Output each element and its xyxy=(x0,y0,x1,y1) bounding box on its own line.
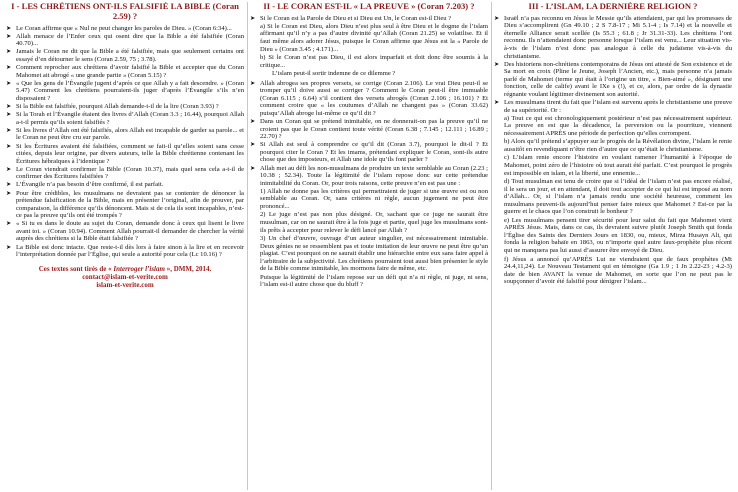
lettered-point: f) Jésus a annoncé qu’APRÈS Lui ne viendraient que de faux prophètes (Mt 24.4,11,24). Le Nouveau Testament qui en témoigne (Ga 1.9 ; 1 Jn 2.22-23 ; 4.2-3) date de bien AVANT la venue de Mahomet, en sorte que l’on ne peut pas le soupçonner d’avoir été falsifié pour dénigrer l’islam... xyxy=(504,255,732,286)
list-item: ➤ Comment reprocher aux chrétiens d’avoir falsifié la Bible et accepter que du Coran Mahomet ait abrogé « une grande partie » (Coran 5.15) ? xyxy=(6,64,244,79)
closing-question: Puisque la légitimité de l’islam repose sur un défi qui n’a ni règle, ni juge, ni sens, l’islam est-il autre chose que du bluff ? xyxy=(260,273,488,289)
arrow-bullet-icon: ➤ xyxy=(6,32,12,40)
list-item: ➤ Le Coran viendrait confirmer la Bible (Coran 10.37), mais quel sens cela a-t-il de confirmer des Écritures falsifiées ? xyxy=(6,165,244,181)
arrow-bullet-icon: ➤ xyxy=(6,189,12,197)
numbered-point: 3) Un chef d’œuvre, ouvrage d’un auteur singulier, est nécessairement inimitable. Deux génies ne se ressemblent pas et toute imitation de leur œuvre ne peut être qu’un plagiat. C’est pourquoi on ne saurait établir une hiérarchie entre eux sans faire appel à l’arbitraire de la subjectivité. Les chrétiens pourraient tout aussi bien présenter le style de la Bible comme inimitable, les mormons faire de même, etc. xyxy=(260,235,488,273)
arrow-bullet-icon: ➤ xyxy=(250,14,256,22)
list-item: ➤ Allah abrogea ses propres versets, se corrige (Coran 2.106). Le vrai Dieu peut-il se tromper qu’il doive aussi se corriger ? Comment le Coran peut-il être immuable (Coran 6.115 ; 6.64) s’il contient des versets abrogés (Coran 2.106 ; 16.101) ? Et comment croire que « les coutumes d’Allah ne changent pas » (Coran 33.62) puisqu’Allah abroge lui-même ce qu’il dit ? xyxy=(250,79,488,117)
column-falsification xyxy=(6,2,244,490)
arrow-bullet-icon: ➤ xyxy=(6,103,12,111)
column-3-title: III - L’ISLAM, LA DERNIÈRE RELIGION ? xyxy=(528,2,698,11)
list-item: ➤ Des historiens non-chrétiens contemporains de Jésus ont attesté de Son existence et de Sa mort en croix (Pline le Jeune, Joseph l’Ancien, etc.), mais personne n’a jamais parlé de Mahomet (terme qui était à l’origine un titre, « Bien-aimé », désignant une fonction, celle de calife) avant le IXe s (!), et ce, alors, par ordre de la dynastie régnante voulant légitimer divinement son autorité. xyxy=(494,60,732,98)
list-item: ➤ Si la Torah et l’Évangile étaient des livres d’Allah (Coran 3.3 ; 16.44), pourquoi Allah a-t-il permis qu’ils soient falsifiés ? xyxy=(6,111,244,126)
list-item: ➤ Jamais le Coran ne dit que la Bible a été falsifiée, mais que seulement certains ont essayé d’en détourner le sens (Coran 2.59, 75 ; 3.78). xyxy=(6,48,244,63)
lettered-point: e) Les musulmans pensent tirer sécurité pour leur salut du fait que Mahomet vient APRÈS Jésus. Mais, dans ce cas, ils devraient suivre plutôt Joseph Smith qui fonda l’Église des Saints des Derniers Jours en 1830, ou, mieux, Mirza Husayn Ali, qui fonda la religion bahaïe en 1863, ou n’importe quel autre faux-prophète plus récent qui ne manquera pas lui aussi d’assurer être envoyé de Dieu. xyxy=(504,216,732,254)
numbered-point: 1) Allah ne donne pas les critères qui permettraient de juger si une œuvre est ou non semblable au Coran. Or, sans critères ni règle, aucun jugement ne peut être prononcé... xyxy=(260,187,488,210)
sub-point: b) Si le Coran n’est pas Dieu, il est alors imparfait et doit donc être soumis à la critique... xyxy=(260,54,488,69)
sub-conclusion: L’islam peut-il sortir indemne de ce dilemme ? xyxy=(272,70,396,78)
arrow-bullet-icon: ➤ xyxy=(6,181,12,189)
column-2-title: II - LE CORAN EST-IL « LA PREUVE » (Coran 7.203) ? xyxy=(263,2,475,11)
list-item: ➤ Les musulmans tirent du fait que l’islam est survenu après le christianisme une preuve de sa supériorité. Or : xyxy=(494,99,732,114)
arrow-bullet-icon: ➤ xyxy=(6,243,12,251)
source-footer xyxy=(6,265,244,290)
list-item: ➤ « Si tu es dans le doute au sujet du Coran, demande donc à ceux qui lisent le livre avant toi. » (Coran 10.94). Comment Allah pourrait-il demander de chercher la vérité auprès des chrétiens si la Bible était falsifiée ? xyxy=(6,220,244,243)
arrow-bullet-icon: ➤ xyxy=(6,165,12,173)
list-item: ➤ Si les livres d’Allah ont été falsifiés, alors Allah est incapable de garder sa parole... et le Coran ne peut être cru sur parole. xyxy=(6,126,244,142)
list-item: ➤ Allah met au défi les non-musulmans de produire un texte semblable au Coran (2.23 ; 10.38 ; 52.34). Toute la légitimité de l’islam repose donc sur cette prétendue inimitabilité du Coran. Or, pour trois raisons, cette preuve n’en est pas une : xyxy=(250,164,488,187)
numbered-point: 2) Le juge n’est pas non plus désigné. Or, sachant que ce juge ne saurait être musulman, car on ne saurait être à la fois juge et partie, quel juge les musulmans sont-ils prêts à accepter pour relever le défi lancé par Allah ? xyxy=(260,211,488,234)
list-item: ➤ Dans un Coran qui se prétend inimitable, on ne donnerait-on pas la preuve qu’il ne croient pas que le Coran contient toute vérité (Coran 6.38 ; 7.145 ; 12.111 ; 16.89 ; 22.70) ? xyxy=(250,118,488,141)
arrow-bullet-icon: ➤ xyxy=(6,220,12,228)
sub-point: a) Si le Coran est Dieu, alors Dieu n’est plus seul à être Dieu et le dogme de l’islam affirmant qu’il n’y a pas d’autre divinité qu’Allah (Coran 21.25) se volatilise. Et il faut même alors adorer Jésus, puisque le Coran affirme que Jésus est la « Parole de Dieu » (Coran 3.45 ; 4.171)... xyxy=(260,22,488,53)
list-item: ➤ L’Évangile n’a pas besoin d’être confirmé, il est parfait. xyxy=(6,181,164,189)
column-divider xyxy=(491,2,492,490)
arrow-bullet-icon: ➤ xyxy=(6,64,12,72)
arrow-bullet-icon: ➤ xyxy=(6,142,12,150)
list-item: ➤ Allah menace de l’Enfer ceux qui osent dire que la Bible a été falsifiée (Coran 40.70)... xyxy=(6,32,244,48)
arrow-bullet-icon: ➤ xyxy=(494,14,500,22)
arrow-bullet-icon: ➤ xyxy=(494,60,500,68)
contact-email[interactable]: contact@islam-et-verite.com xyxy=(82,272,168,281)
arrow-bullet-icon: ➤ xyxy=(250,164,256,172)
arrow-bullet-icon: ➤ xyxy=(494,99,500,106)
arrow-bullet-icon: ➤ xyxy=(6,126,12,134)
column-1-title: I - LES CHRÉTIENS ONT-ILS FALSIFIÉ LA BIBLE (Coran 2.59) ? xyxy=(11,2,239,21)
arrow-bullet-icon: ➤ xyxy=(6,24,12,32)
list-item: ➤ La Bible est donc intacte. Que reste-t-il dès lors à faire sinon à la lire et en recevoir l’interprétation donnée par l’Église, qui seule a autorité pour cela (Lc 10.16) ? xyxy=(6,243,244,259)
column-derniere-religion xyxy=(494,2,732,490)
lettered-point: a) Tout ce qui est chronologiquement postérieur n’est pas nécessairement supérieur. La preuve en est que la décadence, la perversion ou la pourriture, viennent nécessairement APRÈS une période de perfection qu’elles corrompent. xyxy=(504,114,732,137)
list-item: ➤ Pour être crédibles, les musulmans ne devraient pas se contenter de dénoncer la prétendue falsification de la Bible, mais en présenter l’original, afin de prouver, par comparaison, la différence qu’ils dénoncent. Mais si de cela ils sont incapables, n’est-ce pas la preuve qu’ils ont été trompés ? xyxy=(6,189,244,220)
list-item: ➤ Si le Coran est la Parole de Dieu et si Dieu est Un, le Coran est-il Dieu ? xyxy=(250,14,452,22)
list-item: ➤ « Que les gens de l’Évangile jugent d’après ce que Allah y a fait descendre. » (Coran 5.47) Comment les chrétiens pourraient-ils juger d’après l’Évangile s’ils n’en disposaient ? xyxy=(6,79,244,102)
arrow-bullet-icon: ➤ xyxy=(6,79,12,87)
website-link[interactable]: islam-et-verite.com xyxy=(96,281,154,290)
column-coran-preuve xyxy=(250,2,488,490)
book-title: Interroger l’islam xyxy=(113,264,165,273)
arrow-bullet-icon: ➤ xyxy=(250,118,256,126)
arrow-bullet-icon: ➤ xyxy=(6,48,12,56)
list-item: ➤ Le Coran affirme que « Nul ne peut changer les paroles de Dieu. » (Coran 6:34)... xyxy=(6,24,232,32)
lettered-point: c) L’islam renie encore l’histoire en voulant ramener l’humanité à l’époque de Mahomet, point zéro de l’histoire où tout aurait été parfait. C’est pourquoi le progrès est impossible en islam, et la liberté, une ennemie... xyxy=(504,154,732,177)
list-item: ➤ Israël n’a pas reconnu en Jésus le Messie qu’ils attendaient, par qui les promesses de Dieu s’accomplirent (Gn 49.10 ; 2 S 7.8-17 ; Mi 5.1-4 ; Is 7.14) et la nouvelle et éternelle Alliance serait scellée (Is 55.3 ; 61.8 ; Jr 31.31-33). Les chrétiens l’ont reconnu. Ils n’attendaient donc personne lorsque l’islam est venu... Leur situation vis-à-vis de l’islam n’est donc pas analogue à celle du judaïsme vis-à-vis du christianisme. xyxy=(494,14,732,60)
list-item: ➤ Si les Écritures avaient été falsifiées, comment se fait-il qu’elles soient sans cesse citées, depuis leur origine, par divers auteurs, telle la Bible chrétienne contenant les Écritures hébraïques à l’identique ? xyxy=(6,142,244,165)
list-item: ➤ Si la Bible est falsifiée, pourquoi Allah demande-t-il de la lire (Coran 3.93) ? xyxy=(6,103,219,111)
lettered-point: d) Tout musulman est tenu de croire que si l’idéal de l’islam n’est pas encore réalisé, il le sera un jour, et en attendant, il doit tout accepter de ce qui lui est imposé au nom d’Allah... Or, si l’islam n’a jamais rendu une société heureuse, comment les musulmans peuvent-ils aujourd’hui penser faire mieux que Mahomet ? Est-ce par la guerre et le chaos que l’on construit le bonheur ? xyxy=(504,178,732,216)
source-line: Ces textes sont tirés de « Interroger l’islam », DMM, 2014. xyxy=(38,264,212,273)
column-divider xyxy=(247,2,248,490)
list-item: ➤ Si Allah est seul à comprendre ce qu’il dit (Coran 3.7), pourquoi le dit-il ? Et pourquoi citer le Coran ? Et les imams, prétendant expliquer le Coran, sont-ils autre chose que des imposteurs, et Allah une idole qu’ils font parler ? xyxy=(250,141,488,164)
arrow-bullet-icon: ➤ xyxy=(250,141,256,149)
arrow-bullet-icon: ➤ xyxy=(6,111,12,119)
arrow-bullet-icon: ➤ xyxy=(250,79,256,87)
lettered-point: b) Alors qu’il prétend s’appuyer sur le progrès de la Révélation divine, l’islam le renie aussitôt en revendiquant n’être rien d’autre que ce qu’était le christianisme. xyxy=(504,138,732,153)
